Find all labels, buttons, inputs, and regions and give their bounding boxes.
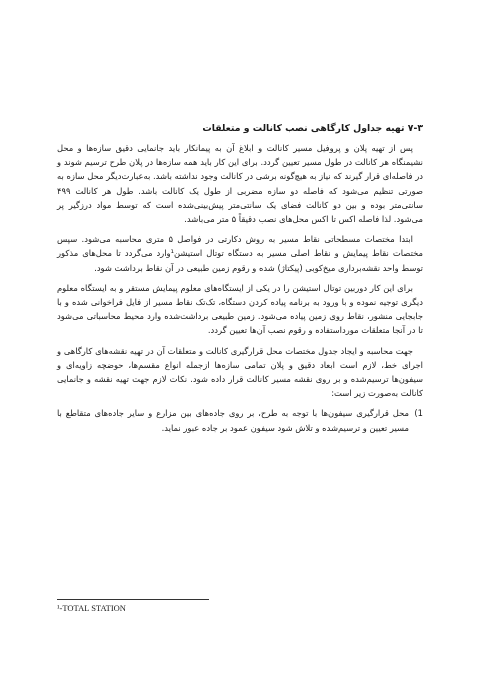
paragraph-4: جهت محاسبه و ایجاد جدول مختصات محل قرارگیری کانالت و متعلقات آن در تهیه نقشه‌های کارگاهی و اجرای خط، لازم است ابعاد دقیق و پلان تمامی سازه‌ها ازجمله انواع مقسم‌ها، حوضچه زاویه‌ای و سیفون‌ها ترسیم‌شده و بر روی نقشه مسیر کانالت قرار داده شود. نکات لازم جهت تهیه نقشه و جانمایی کانالت به‌صورت زیر است: — [57, 345, 423, 399]
footnote: ¹-TOTAL STATION — [57, 603, 126, 613]
paragraph-1: پس از تهیه پلان و پروفیل مسیر کانالت و ابلاغ آن به پیمانکار باید جانمایی دقیق سازه‌ها و محل نشیمنگاه هر کانالت در طول مسیر تعیین گردد. برای این کار باید همه سازه‌ها در پلان طرح ترسیم شوند و در فاصله‌ای قرار گیرند که نیاز به هیچ‌گونه برشی در کانالت وجود نداشته باشد. به‌عبارت‌دیگر محل سازه به صورتی تنظیم می‌شود که فاصله دو سازه مضربی از طول یک کانالت باشد. طول هر کانالت ۴۹۹ سانتی‌متر بوده و بین دو کانالت فضای یک سانتی‌متر پیش‌بینی‌شده است که توسط مواد درزگیر پر می‌شود. لذا فاصله اکس تا اکس محل‌های نصب دقیقاً ۵ متر می‌باشد. — [57, 143, 423, 225]
list-item — [57, 406, 423, 434]
paragraph-2: ابتدا مختصات مسطحاتی نقاط مسیر به روش دکارتی در فواصل ۵ متری محاسبه می‌شود. سپس مختصات نقاط پیمایش و نقاط اصلی مسیر به دستگاه توتال استیشن¹وارد می‌گردد تا محل‌های مذکور توسط واحد نقشه‌برداری میخ‌کوبی (پیکتاژ) شده و رقوم زمین طبیعی در آن نقاط برداشت شود. — [57, 234, 423, 273]
paragraph-3: برای این کار دوربین توتال استیشن را در یکی از ایستگاه‌های معلوم پیمایش مستقر و به ایستگاه معلوم دیگری توجیه نموده و با ورود به برنامه پیاده کردن دستگاه، تک‌تک نقاط مسیر از فایل فراخوانی شده و با جابجایی منشور، نقاط روی زمین پیاده می‌شود. زمین طبیعی برداشت‌شده وارد محیط محاسباتی می‌شود تا در آنجا متعلقات مورداستفاده و رقوم نصب آن‌ها تعیین گردد. — [57, 282, 423, 336]
footnote-divider — [57, 599, 209, 600]
list-item-text: محل قرارگیری سیفون‌ها با توجه به طرح، بر روی جاده‌های بین مزارع و سایر جاده‌های متقاطع با مسیر تعیین و ترسیم‌شده و تلاش شود سیفون عمود بر جاده عبور نماید. — [57, 408, 409, 433]
document-body — [57, 122, 423, 441]
list-item-number: 1) — [414, 408, 423, 419]
section-heading: ۷-۳ تهیه جداول کارگاهی نصب کانالت و متعلقات — [202, 123, 423, 134]
